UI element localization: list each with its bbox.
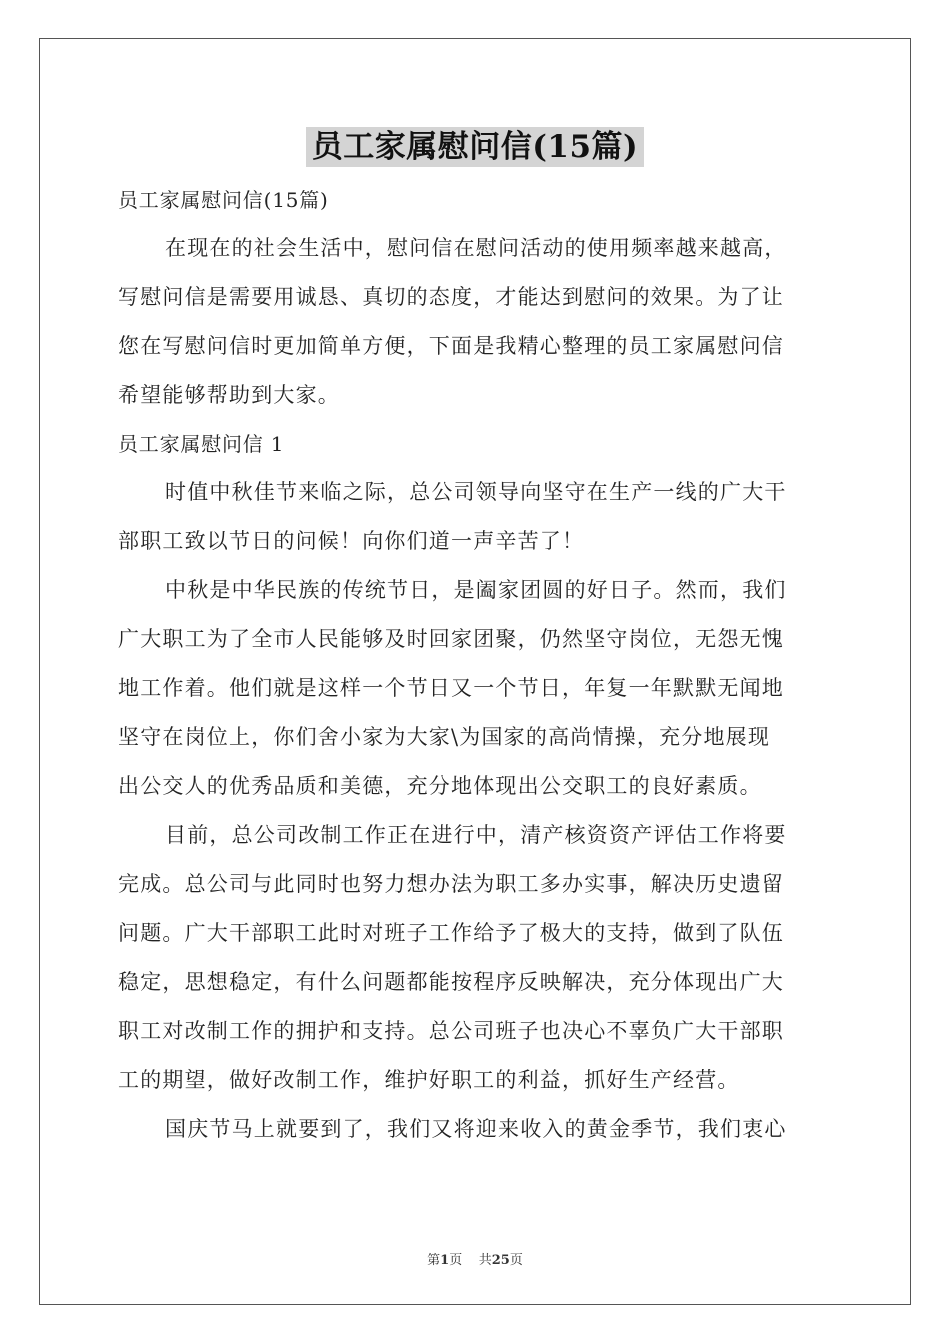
paragraph-line: 完成。总公司与此同时也努力想办法为职工多办实事，解决历史遗留 (118, 872, 784, 896)
paragraph-line: 广大职工为了全市人民能够及时回家团聚，仍然坚守岗位，无怨无愧 (118, 627, 784, 651)
paragraph-line: 出公交人的优秀品质和美德，充分地体现出公交职工的良好素质。 (118, 774, 762, 798)
section-heading: 员工家属慰问信 1 (118, 432, 285, 456)
intro-line: 您在写慰问信时更加简单方便，下面是我精心整理的员工家属慰问信 (118, 334, 784, 358)
page-footer (0, 1249, 950, 1268)
paragraph-2 (118, 566, 838, 811)
page-number: 1 (440, 1253, 450, 1268)
page-prefix: 第 (427, 1253, 441, 1268)
paragraph-4 (118, 1105, 838, 1154)
paragraph-line: 问题。广大干部职工此时对班子工作给予了极大的支持，做到了队伍 (118, 921, 784, 945)
total-pages: 25 (491, 1253, 510, 1268)
paragraph-line: 时值中秋佳节来临之际，总公司领导向坚守在生产一线的广大干 (165, 480, 787, 504)
intro-line: 写慰问信是需要用诚恳、真切的态度，才能达到慰问的效果。为了让 (118, 285, 784, 309)
total-prefix: 共 (478, 1253, 492, 1268)
paragraph-line: 国庆节马上就要到了，我们又将迎来收入的黄金季节，我们衷心 (165, 1117, 787, 1141)
paragraph-line: 稳定，思想稳定，有什么问题都能按程序反映解决，充分体现出广大 (118, 970, 784, 994)
document-body (118, 176, 838, 1154)
paragraph-line: 中秋是中华民族的传统节日，是阖家团圆的好日子。然而，我们 (165, 578, 787, 602)
total-suffix: 页 (509, 1253, 523, 1268)
page-suffix: 页 (449, 1253, 463, 1268)
paragraph-line: 职工对改制工作的拥护和支持。总公司班子也决心不辜负广大干部职 (118, 1019, 784, 1043)
intro-line: 在现在的社会生活中，慰问信在慰问活动的使用频率越来越高， (165, 236, 787, 260)
paragraph-1 (118, 468, 838, 566)
paragraph-line: 地工作着。他们就是这样一个节日又一个节日，年复一年默默无闻地 (118, 676, 784, 700)
paragraph-line: 目前，总公司改制工作正在进行中，清产核资资产评估工作将要 (165, 823, 787, 847)
document-subtitle: 员工家属慰问信(15篇) (118, 188, 329, 212)
paragraph-line: 部职工致以节日的问候！向你们道一声辛苦了！ (118, 529, 585, 553)
intro-paragraph (118, 224, 838, 420)
title-wrap (0, 127, 950, 167)
paragraph-3 (118, 811, 838, 1105)
paragraph-line: 工的期望，做好改制工作，维护好职工的利益，抓好生产经营。 (118, 1068, 740, 1092)
document-title: 员工家属慰问信(15篇) (306, 127, 644, 167)
intro-line: 希望能够帮助到大家。 (118, 383, 340, 407)
paragraph-line: 坚守在岗位上，你们舍小家为大家\为国家的高尚情操，充分地展现 (118, 725, 771, 749)
